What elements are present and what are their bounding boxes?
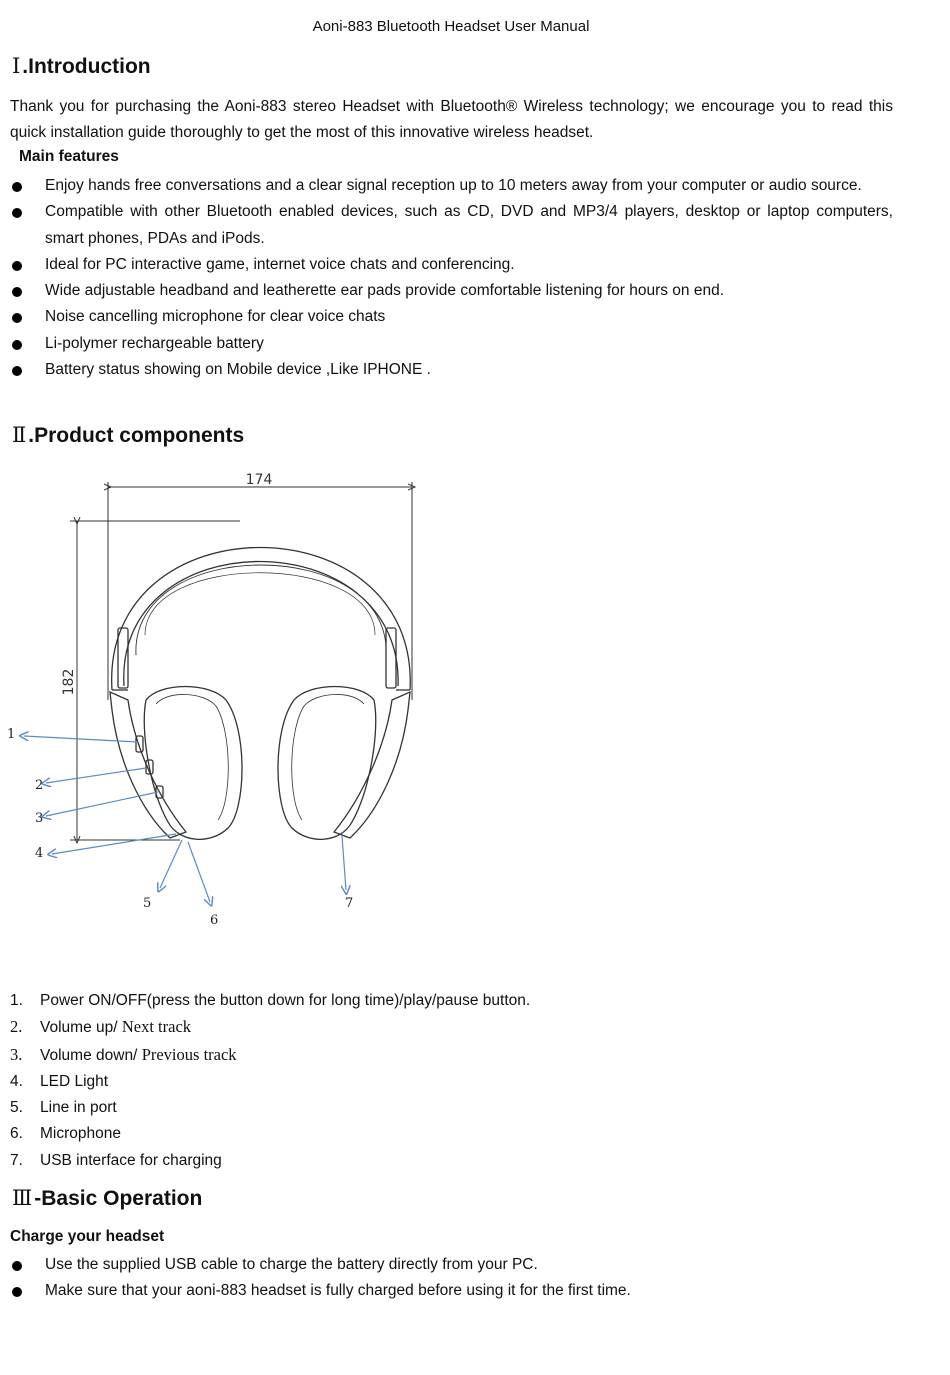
list-item: [0, 1042, 530, 1069]
bullet-icon: [12, 208, 22, 218]
callout-arrows: [24, 736, 346, 902]
list-number: 3.: [10, 1044, 23, 1064]
charge-list: [0, 1252, 893, 1305]
list-item-text-serif: Next track: [121, 1017, 192, 1037]
right-arm: [334, 692, 410, 838]
list-item: [0, 1252, 893, 1278]
list-item-text: Compatible with other Bluetooth enabled devices, such as CD, DVD and MP3/4 players, desktop or laptop computers, smart phones, PDAs and iPods.: [45, 203, 893, 247]
list-item: [0, 1069, 530, 1095]
width-dimension: [108, 482, 412, 700]
section-heading-introduction: [12, 54, 151, 79]
width-label: 174: [245, 472, 273, 488]
bullet-icon: [12, 340, 22, 350]
bullet-icon: [12, 313, 22, 323]
list-item: [0, 1014, 530, 1041]
list-item-text: Volume down/: [40, 1046, 142, 1064]
callout-7: 7: [345, 896, 354, 911]
left-ear-cup: [144, 687, 242, 840]
list-item-text: Wide adjustable headband and leatherette ear pads provide comfortable listening for hours on end.: [45, 282, 725, 300]
callout-2: 2: [35, 778, 44, 793]
list-item-text: USB interface for charging: [40, 1151, 222, 1169]
list-item-text: Use the supplied USB cable to charge the battery directly from your PC.: [45, 1256, 538, 1273]
bullet-icon: [12, 182, 22, 192]
bullet-icon: [12, 1287, 22, 1297]
components-list: [0, 988, 530, 1174]
left-arm: [110, 692, 186, 838]
section-title: .Introduction: [22, 55, 151, 78]
right-ear-cup: [278, 687, 376, 840]
callout-5: 5: [143, 896, 152, 911]
list-item-text: Li-polymer rechargeable battery: [45, 334, 264, 352]
list-number: 2.: [10, 1017, 23, 1037]
section-title: -Basic Operation: [34, 1187, 203, 1210]
list-item: [0, 252, 893, 278]
list-number: 4.: [10, 1072, 23, 1090]
section-number: Ⅰ: [12, 54, 21, 78]
list-item: [0, 1148, 530, 1174]
list-item: [0, 278, 893, 304]
section-heading-components: [12, 423, 244, 448]
list-item: [0, 173, 893, 199]
list-item-text: Line in port: [40, 1099, 117, 1117]
headset-diagram: [0, 460, 430, 940]
list-item-text: LED Light: [40, 1072, 109, 1090]
list-item-text: Ideal for PC interactive game, internet voice chats and conferencing.: [45, 255, 515, 273]
features-list: [0, 173, 893, 383]
headband: [112, 548, 411, 691]
list-item-text: Volume up/: [40, 1019, 122, 1037]
list-item-text: Power ON/OFF(press the button down for long time)/play/pause button.: [40, 992, 531, 1009]
section-number: Ⅱ: [12, 423, 27, 447]
bullet-icon: [12, 287, 22, 297]
height-label: 182: [61, 668, 77, 696]
page-header: Aoni-883 Bluetooth Headset User Manual: [312, 18, 590, 35]
section-title: .Product components: [28, 424, 245, 447]
list-number: 5.: [10, 1099, 23, 1117]
list-item-text: Microphone: [40, 1125, 121, 1143]
list-item-text: Make sure that your aoni-883 headset is fully charged before using it for the first time.: [45, 1282, 631, 1300]
charge-heading: Charge your headset: [10, 1228, 165, 1245]
section-number: Ⅲ: [12, 1186, 33, 1210]
list-item: [0, 1121, 530, 1147]
list-item: [0, 1095, 530, 1121]
list-number: 6.: [10, 1125, 23, 1143]
list-item: [0, 1278, 893, 1304]
list-item: [0, 988, 530, 1014]
list-item: [0, 199, 893, 252]
list-item-text: Enjoy hands free conversations and a clear signal reception up to 10 meters away from your computer or audio source.: [45, 177, 862, 194]
callout-1: 1: [7, 727, 16, 742]
callout-3: 3: [35, 811, 44, 826]
bullet-icon: [12, 261, 22, 271]
features-heading: Main features: [19, 148, 119, 165]
bullet-icon: [12, 1261, 22, 1271]
list-number: 1.: [10, 992, 23, 1009]
list-item: [0, 304, 893, 330]
bullet-icon: [12, 366, 22, 376]
list-item-text: Battery status showing on Mobile device ,Like IPHONE .: [45, 361, 431, 379]
section-heading-basic-operation: [12, 1186, 202, 1211]
list-item-text-serif: Previous track: [141, 1044, 237, 1064]
list-item: [0, 331, 893, 357]
callout-6: 6: [210, 913, 219, 928]
list-item-text: Noise cancelling microphone for clear voice chats: [45, 308, 386, 326]
intro-paragraph: Thank you for purchasing the Aoni-883 stereo Headset with Bluetooth® Wireless technology; we encourage you to read this quick installation guide thoroughly to get the most of this innovative wireless headset.: [10, 98, 893, 141]
list-number: 7.: [10, 1151, 23, 1169]
callout-4: 4: [35, 846, 44, 861]
list-item: [0, 357, 893, 383]
